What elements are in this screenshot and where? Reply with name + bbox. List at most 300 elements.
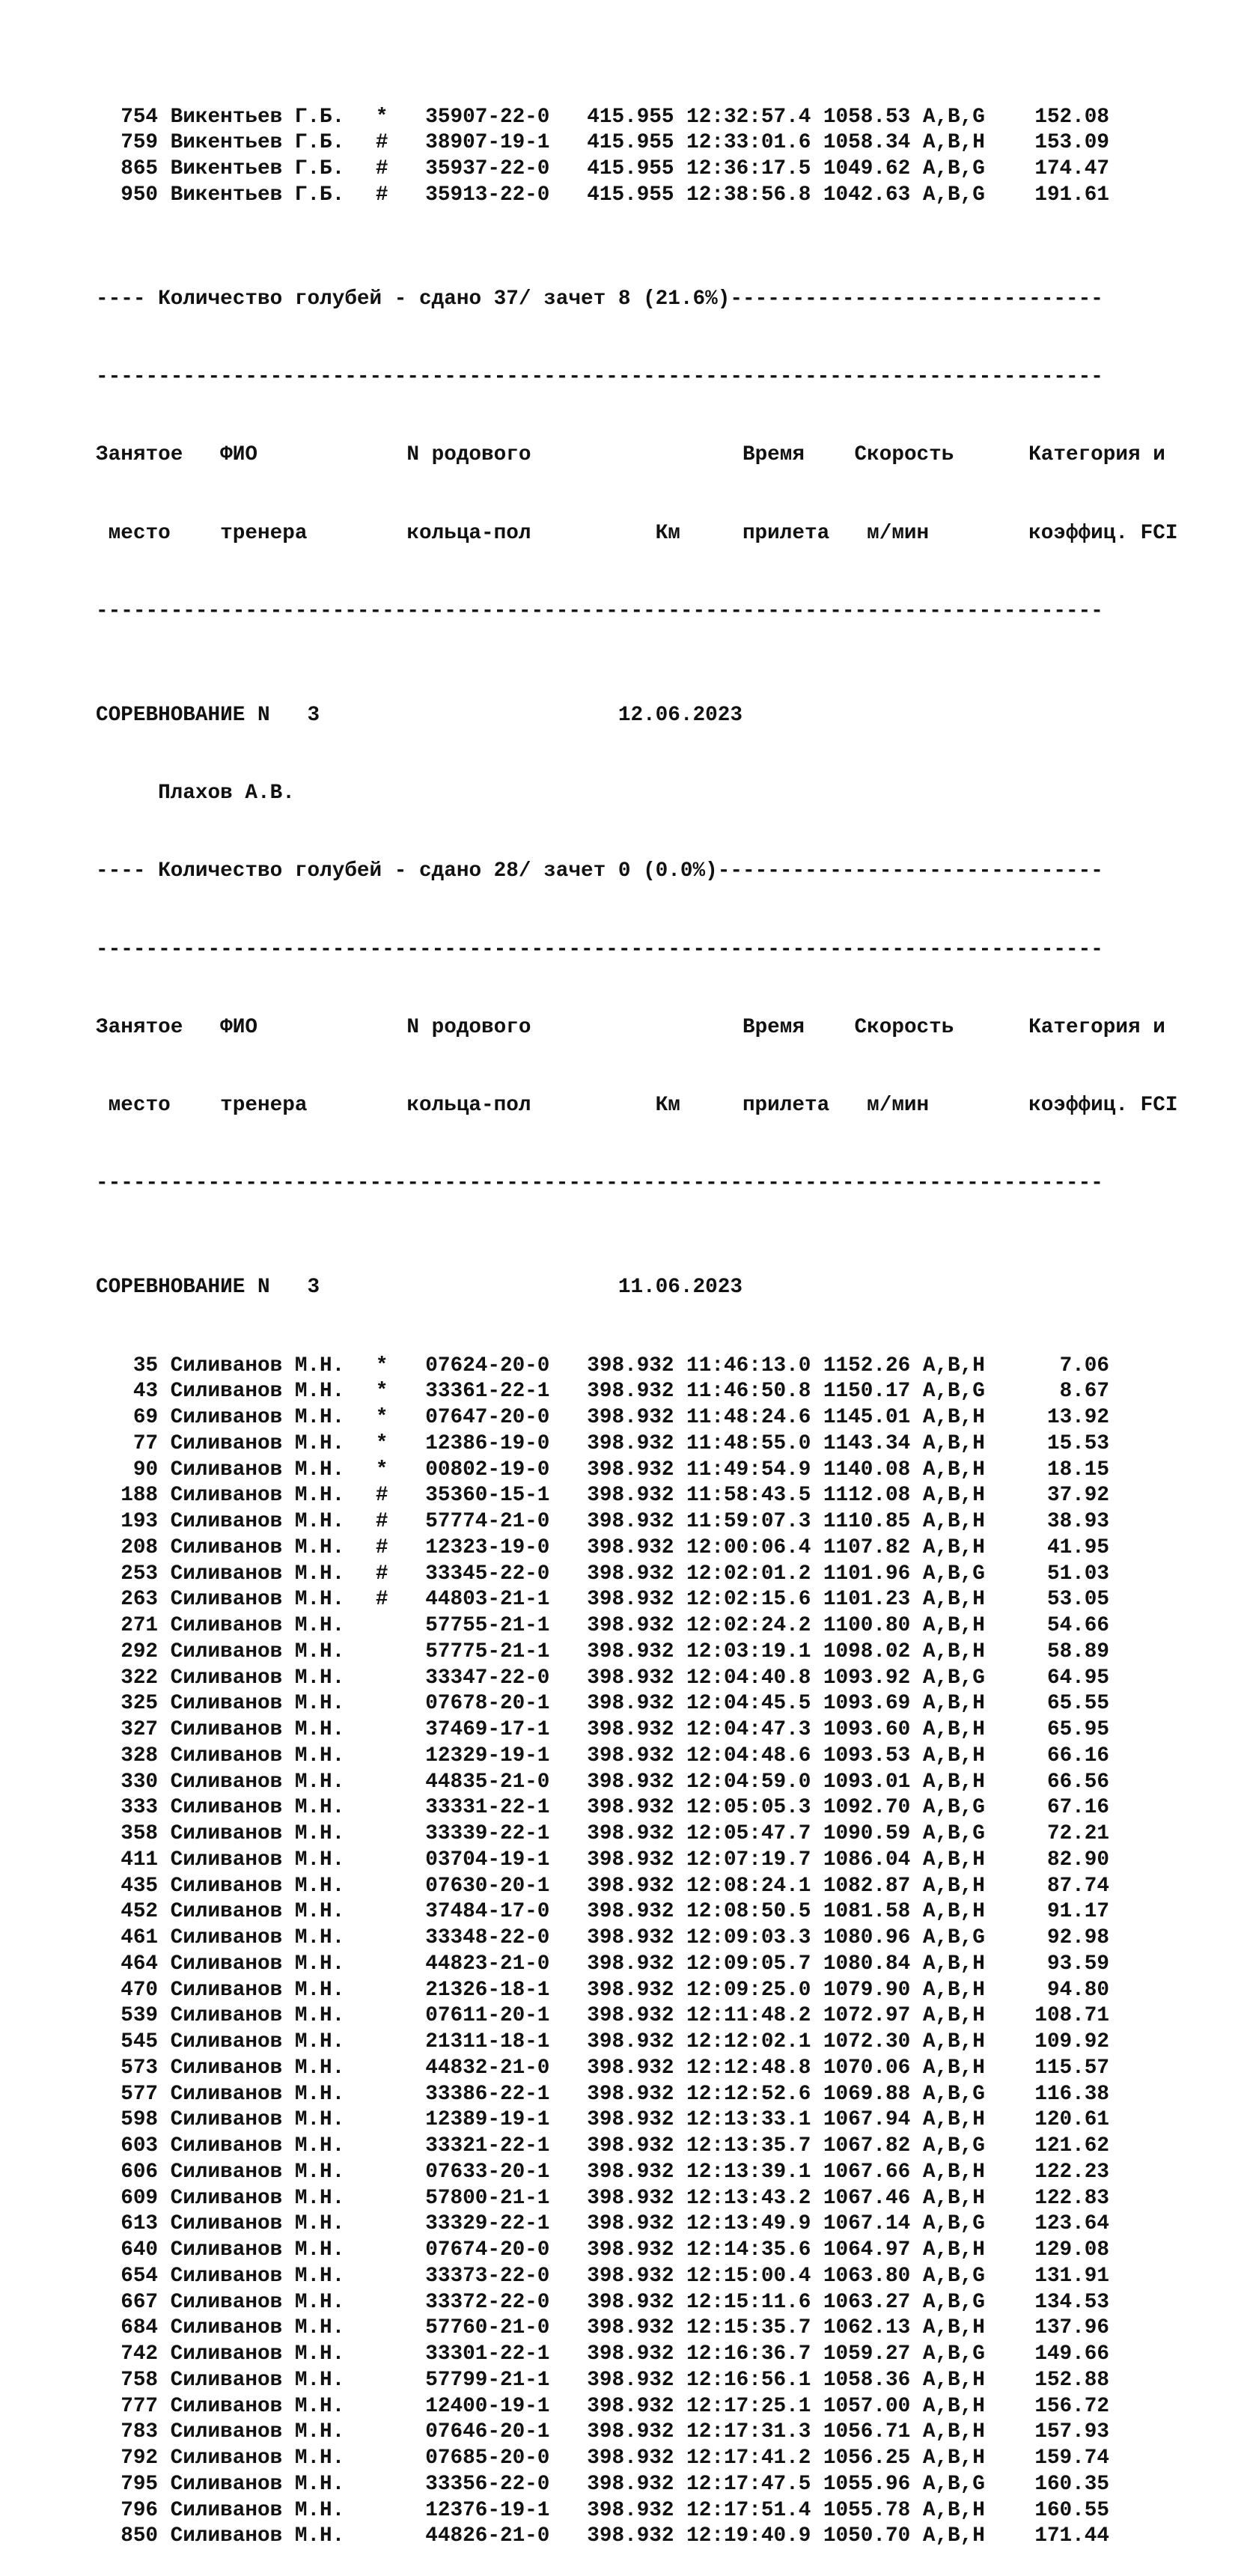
place-cell: 667 <box>121 2290 159 2314</box>
time-cell: 12:02:01.2 <box>686 1562 811 1586</box>
result-row <box>96 2264 1177 2290</box>
ring-cell: 33386-22-1 <box>425 2082 550 2106</box>
results-rows <box>96 1354 1177 2551</box>
trainer-cell: Силиванов М.Н. <box>170 1510 345 1533</box>
header-fio: ФИО <box>220 443 257 467</box>
mark-cell: * <box>375 1406 388 1429</box>
speed-cell: 1062.13 <box>823 2316 911 2340</box>
trainer-cell: Викентьев Г.Б. <box>170 157 345 180</box>
ring-cell: 57799-21-1 <box>425 2368 550 2392</box>
result-row <box>96 1666 1177 1692</box>
trainer-cell: Силиванов М.Н. <box>170 2134 345 2158</box>
trainer-cell: Силиванов М.Н. <box>170 1535 345 1559</box>
speed-cell: 1152.26 <box>823 1354 911 1377</box>
place-cell: 193 <box>121 1510 159 1533</box>
category-cell: A,B,G <box>922 2082 985 2106</box>
ring-cell: 00802-19-0 <box>425 1458 550 1482</box>
trainer-cell: Силиванов М.Н. <box>170 1770 345 1794</box>
time-cell: 12:04:59.0 <box>686 1770 811 1794</box>
result-row <box>96 2056 1177 2082</box>
fci-cell: 191.61 <box>1034 183 1110 207</box>
trainer-cell: Силиванов М.Н. <box>170 1926 345 1949</box>
ring-cell: 12386-19-0 <box>425 1431 550 1455</box>
ring-cell: 33361-22-1 <box>425 1380 550 1404</box>
time-cell: 12:04:48.6 <box>686 1744 811 1767</box>
ring-cell: 44803-21-1 <box>425 1588 550 1612</box>
km-cell: 398.932 <box>587 1431 674 1455</box>
trainer-cell: Силиванов М.Н. <box>170 1614 345 1637</box>
category-cell: A,B,H <box>922 1431 985 1455</box>
category-cell: A,B,H <box>922 1692 985 1716</box>
trainer-cell: Силиванов М.Н. <box>170 1978 345 2002</box>
speed-cell: 1093.01 <box>823 1770 911 1794</box>
ring-cell: 44835-21-0 <box>425 1770 550 1794</box>
place-cell: 792 <box>121 2446 159 2470</box>
time-cell: 11:48:55.0 <box>686 1431 811 1455</box>
place-cell: 328 <box>121 1744 159 1767</box>
time-cell: 12:00:06.4 <box>686 1535 811 1559</box>
place-cell: 613 <box>121 2212 159 2236</box>
category-cell: A,B,G <box>922 2472 985 2496</box>
place-cell: 253 <box>121 1562 159 1586</box>
category-cell: A,B,H <box>922 1770 985 1794</box>
speed-cell: 1145.01 <box>823 1406 911 1429</box>
result-row <box>96 2342 1177 2368</box>
fci-cell: 137.96 <box>1034 2316 1110 2340</box>
header-ring: N родового <box>406 443 531 467</box>
time-cell: 12:12:02.1 <box>686 2030 811 2053</box>
ring-cell: 35360-15-1 <box>425 1484 550 1508</box>
speed-cell: 1112.08 <box>823 1484 911 1508</box>
time-cell: 12:04:40.8 <box>686 1666 811 1690</box>
place-cell: 783 <box>121 2420 159 2444</box>
ring-cell: 07678-20-1 <box>425 1692 550 1716</box>
place-cell: 411 <box>121 1848 159 1872</box>
ring-cell: 37469-17-1 <box>425 1718 550 1741</box>
fci-cell: 82.90 <box>1046 1848 1110 1872</box>
trainer-cell: Викентьев Г.Б. <box>170 183 345 207</box>
fci-cell: 160.55 <box>1034 2498 1110 2522</box>
ring-cell: 57755-21-1 <box>425 1614 550 1637</box>
km-cell: 398.932 <box>587 2264 674 2288</box>
category-cell: A,B,G <box>922 2134 985 2158</box>
ring-cell: 12376-19-1 <box>425 2498 550 2522</box>
result-row <box>96 1821 1177 1848</box>
speed-cell: 1082.87 <box>823 1874 911 1898</box>
ring-cell: 37484-17-0 <box>425 1900 550 1924</box>
speed-cell: 1093.60 <box>823 1718 911 1741</box>
place-cell: 742 <box>121 2342 159 2366</box>
fci-cell: 149.66 <box>1034 2342 1110 2366</box>
ring-cell: 57760-21-0 <box>425 2316 550 2340</box>
time-cell: 11:49:54.9 <box>686 1458 811 1482</box>
fci-cell: 37.92 <box>1046 1484 1110 1508</box>
place-cell: 759 <box>121 131 159 155</box>
time-cell: 12:14:35.6 <box>686 2238 811 2262</box>
place-cell: 464 <box>121 1952 159 1976</box>
place-cell: 539 <box>121 2004 159 2028</box>
ring-cell: 38907-19-1 <box>425 131 550 155</box>
ring-cell: 33301-22-1 <box>425 2342 550 2366</box>
category-cell: A,B,H <box>922 2446 985 2470</box>
ring-cell: 33321-22-1 <box>425 2134 550 2158</box>
ring-cell: 21326-18-1 <box>425 1978 550 2002</box>
category-cell: A,B,H <box>922 2420 985 2444</box>
category-cell: A,B,H <box>922 2056 985 2080</box>
km-cell: 398.932 <box>587 1588 674 1612</box>
speed-cell: 1100.80 <box>823 1614 911 1637</box>
speed-cell: 1067.66 <box>823 2160 911 2184</box>
result-row <box>96 1458 1177 1484</box>
speed-cell: 1063.80 <box>823 2264 911 2288</box>
time-cell: 12:13:39.1 <box>686 2160 811 2184</box>
km-cell: 398.932 <box>587 2186 674 2210</box>
trainer-cell: Силиванов М.Н. <box>170 1796 345 1820</box>
category-cell: A,B,G <box>922 2290 985 2314</box>
trainer-cell: Силиванов М.Н. <box>170 1458 345 1482</box>
header-ring-2: кольца-пол <box>406 521 531 545</box>
place-cell: 609 <box>121 2186 159 2210</box>
ring-cell: 07624-20-0 <box>425 1354 550 1377</box>
category-cell: A,B,H <box>922 2238 985 2262</box>
speed-cell: 1080.84 <box>823 1952 911 1976</box>
speed-cell: 1067.82 <box>823 2134 911 2158</box>
header-speed: Скорость <box>854 443 954 467</box>
ring-cell: 33372-22-0 <box>425 2290 550 2314</box>
km-cell: 398.932 <box>587 2082 674 2106</box>
time-cell: 12:17:31.3 <box>686 2420 811 2444</box>
mark-cell: * <box>375 1380 388 1404</box>
ring-cell: 35913-22-0 <box>425 183 550 207</box>
header-row-1 <box>96 442 1177 469</box>
category-cell: A,B,H <box>922 2030 985 2053</box>
time-cell: 12:33:01.6 <box>686 131 811 155</box>
time-cell: 12:32:57.4 <box>686 105 811 129</box>
time-cell: 12:07:19.7 <box>686 1848 811 1872</box>
km-cell: 398.932 <box>587 2108 674 2132</box>
ring-cell: 07674-20-0 <box>425 2238 550 2262</box>
category-cell: A,B,G <box>922 2212 985 2236</box>
time-cell: 12:11:48.2 <box>686 2004 811 2028</box>
mark-cell: * <box>375 1431 388 1455</box>
km-cell: 398.932 <box>587 1639 674 1663</box>
fci-cell: 160.35 <box>1034 2472 1110 2496</box>
speed-cell: 1056.25 <box>823 2446 911 2470</box>
fci-cell: 54.66 <box>1046 1614 1110 1637</box>
time-cell: 11:58:43.5 <box>686 1484 811 1508</box>
result-row <box>96 2238 1177 2264</box>
km-cell: 398.932 <box>587 1354 674 1377</box>
category-cell: A,B,H <box>922 2186 985 2210</box>
speed-cell: 1069.88 <box>823 2082 911 2106</box>
place-cell: 35 <box>132 1354 159 1377</box>
speed-cell: 1081.58 <box>823 1900 911 1924</box>
trainer-cell: Викентьев Г.Б. <box>170 131 345 155</box>
result-row <box>96 2446 1177 2472</box>
category-cell: A,B,H <box>922 2004 985 2028</box>
place-cell: 598 <box>121 2108 159 2132</box>
place-cell: 292 <box>121 1639 159 1663</box>
km-cell: 398.932 <box>587 1770 674 1794</box>
category-cell: A,B,H <box>922 1900 985 1924</box>
place-cell: 777 <box>121 2394 159 2418</box>
category-cell: A,B,G <box>922 1666 985 1690</box>
km-cell: 398.932 <box>587 1535 674 1559</box>
fci-cell: 7.06 <box>1059 1354 1110 1377</box>
km-cell: 398.932 <box>587 1380 674 1404</box>
fci-cell: 152.08 <box>1034 105 1110 129</box>
category-cell: A,B,G <box>922 2264 985 2288</box>
result-row <box>96 2003 1177 2030</box>
fci-cell: 156.72 <box>1034 2394 1110 2418</box>
trainer-cell: Силиванов М.Н. <box>170 1692 345 1716</box>
rule-line: --------------------------------------------------------------------------------- <box>96 365 1103 389</box>
category-cell: A,B,H <box>922 1874 985 1898</box>
fci-cell: 116.38 <box>1034 2082 1110 2106</box>
fci-cell: 159.74 <box>1034 2446 1110 2470</box>
time-cell: 12:09:05.7 <box>686 1952 811 1976</box>
km-cell: 398.932 <box>587 2160 674 2184</box>
time-cell: 12:36:17.5 <box>686 157 811 180</box>
result-row <box>96 1925 1177 1952</box>
result-row <box>96 1691 1177 1717</box>
mark-cell: * <box>375 1458 388 1482</box>
fci-cell: 129.08 <box>1034 2238 1110 2262</box>
category-cell: A,B,G <box>922 105 985 129</box>
place-cell: 208 <box>121 1535 159 1559</box>
ring-cell: 33347-22-0 <box>425 1666 550 1690</box>
time-cell: 12:15:11.6 <box>686 2290 811 2314</box>
km-cell: 398.932 <box>587 1666 674 1690</box>
category-cell: A,B,H <box>922 2368 985 2392</box>
speed-cell: 1058.34 <box>823 131 911 155</box>
result-row <box>96 2030 1177 2056</box>
time-cell: 12:13:43.2 <box>686 2186 811 2210</box>
km-cell: 398.932 <box>587 1978 674 2002</box>
result-row <box>96 130 1177 156</box>
speed-cell: 1080.96 <box>823 1926 911 1949</box>
time-cell: 12:09:25.0 <box>686 1978 811 2002</box>
mark-cell: # <box>375 1510 388 1533</box>
trainer-cell: Силиванов М.Н. <box>170 1718 345 1741</box>
trainer-cell: Силиванов М.Н. <box>170 2368 345 2392</box>
trainer-cell: Силиванов М.Н. <box>170 2446 345 2470</box>
trainer-cell: Силиванов М.Н. <box>170 2160 345 2184</box>
category-cell: A,B,G <box>922 1380 985 1404</box>
header-coeff: коэффиц. FCI <box>1028 521 1178 545</box>
speed-cell: 1093.69 <box>823 1692 911 1716</box>
result-row <box>96 2420 1177 2446</box>
fci-cell: 157.93 <box>1034 2420 1110 2444</box>
fci-cell: 66.56 <box>1046 1770 1110 1794</box>
trainer-cell: Силиванов М.Н. <box>170 2056 345 2080</box>
trainer-cell: Силиванов М.Н. <box>170 2108 345 2132</box>
km-cell: 398.932 <box>587 1406 674 1429</box>
fci-cell: 174.47 <box>1034 157 1110 180</box>
fci-cell: 15.53 <box>1046 1431 1110 1455</box>
ring-cell: 33373-22-0 <box>425 2264 550 2288</box>
time-cell: 12:19:40.9 <box>686 2524 811 2548</box>
ring-cell: 07633-20-1 <box>425 2160 550 2184</box>
trainer-cell: Силиванов М.Н. <box>170 1588 345 1612</box>
fci-cell: 67.16 <box>1046 1796 1110 1820</box>
result-row <box>96 1874 1177 1900</box>
category-cell: A,B,H <box>922 1718 985 1741</box>
rule-line: --------------------------------------------------------------------------------- <box>96 937 1103 961</box>
category-cell: A,B,H <box>922 2108 985 2132</box>
time-cell: 11:46:50.8 <box>686 1380 811 1404</box>
trainer-cell: Силиванов М.Н. <box>170 2030 345 2053</box>
competition-label: СОРЕВНОВАНИЕ N 3 <box>96 703 320 727</box>
fci-cell: 64.95 <box>1046 1666 1110 1690</box>
mark-cell: # <box>375 183 388 207</box>
time-cell: 12:05:05.3 <box>686 1796 811 1820</box>
time-cell: 12:16:36.7 <box>686 2342 811 2366</box>
km-cell: 398.932 <box>587 1718 674 1741</box>
mark-cell: * <box>375 1354 388 1377</box>
competition-heading <box>96 703 1177 729</box>
results-printout <box>96 52 1177 2576</box>
fci-cell: 92.98 <box>1046 1926 1110 1949</box>
category-cell: A,B,H <box>922 2394 985 2418</box>
time-cell: 12:04:47.3 <box>686 1718 811 1741</box>
km-cell: 398.932 <box>587 1796 674 1820</box>
place-cell: 754 <box>121 105 159 129</box>
result-row <box>96 2498 1177 2524</box>
km-cell: 398.932 <box>587 1510 674 1533</box>
category-cell: A,B,H <box>922 1354 985 1377</box>
header-km: Км <box>655 521 680 545</box>
speed-cell: 1042.63 <box>823 183 911 207</box>
km-cell: 398.932 <box>587 2238 674 2262</box>
category-cell: A,B,H <box>922 1952 985 1976</box>
fci-cell: 122.23 <box>1034 2160 1110 2184</box>
trainer-cell: Силиванов М.Н. <box>170 2342 345 2366</box>
mark-cell: # <box>375 157 388 180</box>
time-cell: 12:09:03.3 <box>686 1926 811 1949</box>
category-cell: A,B,G <box>922 1562 985 1586</box>
ring-cell: 21311-18-1 <box>425 2030 550 2053</box>
time-cell: 12:38:56.8 <box>686 183 811 207</box>
category-cell: A,B,H <box>922 1978 985 2002</box>
fci-cell: 91.17 <box>1046 1900 1110 1924</box>
time-cell: 12:17:47.5 <box>686 2472 811 2496</box>
result-row <box>96 1405 1177 1431</box>
category-cell: A,B,H <box>922 2316 985 2340</box>
category-cell: A,B,H <box>922 1458 985 1482</box>
speed-cell: 1098.02 <box>823 1639 911 1663</box>
place-cell: 271 <box>121 1614 159 1637</box>
fci-cell: 93.59 <box>1046 1952 1110 1976</box>
km-cell: 398.932 <box>587 1926 674 1949</box>
result-row <box>96 2368 1177 2394</box>
result-row <box>96 2472 1177 2498</box>
km-cell: 398.932 <box>587 1848 674 1872</box>
km-cell: 415.955 <box>587 131 674 155</box>
ring-cell: 44832-21-0 <box>425 2056 550 2080</box>
trainer-cell: Силиванов М.Н. <box>170 2238 345 2262</box>
time-cell: 12:15:00.4 <box>686 2264 811 2288</box>
time-cell: 12:17:25.1 <box>686 2394 811 2418</box>
km-cell: 398.932 <box>587 2316 674 2340</box>
place-cell: 90 <box>132 1458 159 1482</box>
summary-line: ---- Количество голубей - сдано 37/ зачет 8 (21.6%)------------------------------ <box>96 287 1103 311</box>
trainer-cell: Силиванов М.Н. <box>170 1874 345 1898</box>
competition-date: 11.06.2023 <box>618 1276 743 1300</box>
km-cell: 415.955 <box>587 105 674 129</box>
ring-cell: 33339-22-1 <box>425 1822 550 1845</box>
place-cell: 461 <box>121 1926 159 1949</box>
speed-cell: 1101.23 <box>823 1588 911 1612</box>
header-mmin: м/мин <box>854 521 930 545</box>
trainer-cell: Силиванов М.Н. <box>170 1848 345 1872</box>
summary-line: ---- Количество голубей - сдано 28/ зачет 0 (0.0%)------------------------------- <box>96 859 1103 883</box>
speed-cell: 1070.06 <box>823 2056 911 2080</box>
header-category: Категория и <box>1028 443 1165 467</box>
km-cell: 398.932 <box>587 1874 674 1898</box>
trainer-cell: Силиванов М.Н. <box>170 1354 345 1377</box>
mark-cell: # <box>375 1484 388 1508</box>
result-row <box>96 1562 1177 1588</box>
km-cell: 398.932 <box>587 2212 674 2236</box>
trainer-cell: Силиванов М.Н. <box>170 1562 345 1586</box>
trainer-cell: Силиванов М.Н. <box>170 1900 345 1924</box>
result-row <box>96 1717 1177 1744</box>
speed-cell: 1058.36 <box>823 2368 911 2392</box>
header-row-2: место тренера кольца-пол Км прилета м/мин коэффиц. FCI <box>96 1094 1178 1117</box>
trainer-cell: Силиванов М.Н. <box>170 2394 345 2418</box>
trainer-cell: Силиванов М.Н. <box>170 1380 345 1404</box>
time-cell: 12:15:35.7 <box>686 2316 811 2340</box>
km-cell: 398.932 <box>587 1458 674 1482</box>
km-cell: 398.932 <box>587 2420 674 2444</box>
trainer-cell: Силиванов М.Н. <box>170 1406 345 1429</box>
mark-cell: # <box>375 1535 388 1559</box>
time-cell: 11:46:13.0 <box>686 1354 811 1377</box>
km-cell: 398.932 <box>587 2524 674 2548</box>
trainer-cell: Силиванов М.Н. <box>170 2290 345 2314</box>
place-cell: 325 <box>121 1692 159 1716</box>
time-cell: 12:17:41.2 <box>686 2446 811 2470</box>
place-cell: 358 <box>121 1822 159 1845</box>
ring-cell: 57775-21-1 <box>425 1639 550 1663</box>
time-cell: 12:05:47.7 <box>686 1822 811 1845</box>
mark-cell: * <box>375 105 388 129</box>
category-cell: A,B,H <box>922 1848 985 1872</box>
category-cell: A,B,H <box>922 2160 985 2184</box>
time-cell: 11:59:07.3 <box>686 1510 811 1533</box>
ring-cell: 07685-20-0 <box>425 2446 550 2470</box>
trainer-cell: Силиванов М.Н. <box>170 2316 345 2340</box>
result-row <box>96 2186 1177 2212</box>
speed-cell: 1059.27 <box>823 2342 911 2366</box>
place-cell: 188 <box>121 1484 159 1508</box>
fci-cell: 153.09 <box>1034 131 1110 155</box>
ring-cell: 44826-21-0 <box>425 2524 550 2548</box>
speed-cell: 1101.96 <box>823 1562 911 1586</box>
km-cell: 398.932 <box>587 1562 674 1586</box>
trainer-cell: Силиванов М.Н. <box>170 2082 345 2106</box>
place-cell: 330 <box>121 1770 159 1794</box>
speed-cell: 1050.70 <box>823 2524 911 2548</box>
speed-cell: 1150.17 <box>823 1380 911 1404</box>
place-cell: 327 <box>121 1718 159 1741</box>
place-cell: 452 <box>121 1900 159 1924</box>
result-row <box>96 1535 1177 1562</box>
place-cell: 263 <box>121 1588 159 1612</box>
result-row <box>96 105 1177 131</box>
category-cell: A,B,G <box>922 2342 985 2366</box>
